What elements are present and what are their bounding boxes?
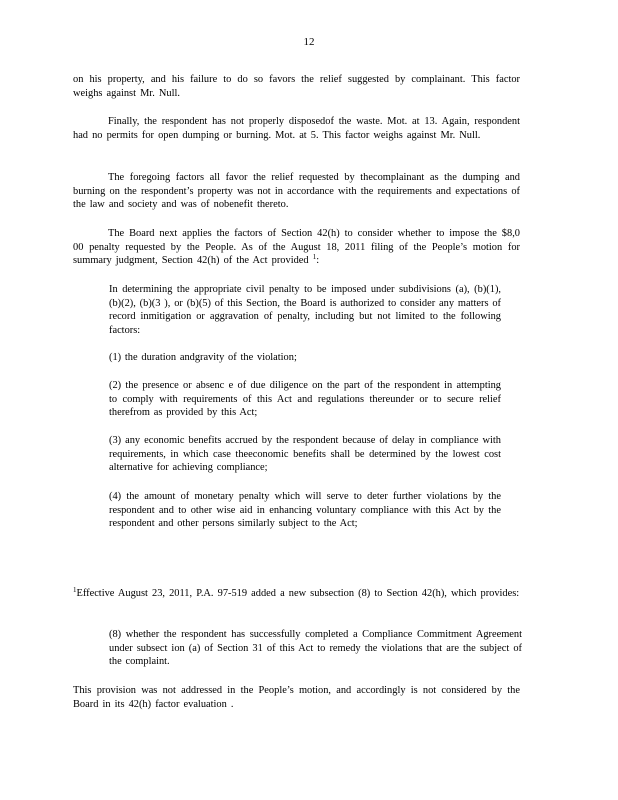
footnote-body: Effective August 23, 2011, P.A. 97-519 added a new subsection (8) to Section 42(h), which provides: (76, 588, 520, 599)
footnote-quote: (8) whether the respondent has successfully completed a Compliance Commitment Agreement under subsect ion (a) of Section 31 of this Act to remedy the violations that are the subject of the complaint. (109, 629, 522, 668)
quote-factor-1: (1) the duration andgravity of the violation; (109, 352, 297, 363)
quote-factor-2: (2) the presence or absenc e of due diligence on the part of the respondent in attempting to comply with requirements of this Act and regulations thereunder or to secure relief therefrom as provided by this Act; (109, 380, 501, 419)
paragraph-property-factor: on his property, and his failure to do so favors the relief suggested by complainant. This factor weighs against Mr. Null. (73, 74, 520, 99)
page-number: 12 (303, 36, 315, 48)
footnote-marker: 1 (73, 586, 77, 594)
section-42h-colon: : (316, 255, 320, 267)
paragraph-section-42h (73, 227, 520, 268)
footnote-text (73, 587, 520, 601)
footnote-closing: This provision was not addressed in the People’s motion, and accordingly is not considered by the Board in its 42(h) factor evaluation . (73, 685, 520, 710)
quote-intro: In determining the appropriate civil penalty to be imposed under subdivisions (a), (b)(1), (b)(2), (b)(3 ), or (b)(5) of this Section, the Board is authorized to consider any matters of record inmitigation or aggravation of penalty, including but not limited to the following factors: (109, 284, 501, 336)
quote-factor-4: (4) the amount of monetary penalty which will serve to deter further violations by the respondent and to other wise aid in enhancing voluntary compliance with this Act by the respondent and other persons similarly subject to the Act; (109, 491, 501, 530)
paragraph-waste-disposal: Finally, the respondent has not properly disposedof the waste. Mot. at 13. Again, respondent had no permits for open dumping or burning. Mot. at 5. This factor weighs against Mr. Null. (73, 116, 520, 141)
quote-factor-3: (3) any economic benefits accrued by the respondent because of delay in compliance with requirements, in which case theeconomic benefits shall be determined by the lowest cost alternative for achieving compliance; (109, 435, 501, 474)
footnote-reference: 1 (312, 253, 317, 262)
paragraph-factors-summary: The foregoing factors all favor the relief requested by thecomplainant as the dumping and burning on the respondent’s property was not in accordance with the requirements and expectations of the law and society and was of nobenefit thereto. (73, 172, 520, 211)
section-42h-text: The Board next applies the factors of Section 42(h) to consider whether to impose the $8,0 00 penalty requested by the People. As of the August 18, 2011 filing of the People’s motion for summary judgment, Section 42(h) of the Act provided (73, 228, 520, 267)
